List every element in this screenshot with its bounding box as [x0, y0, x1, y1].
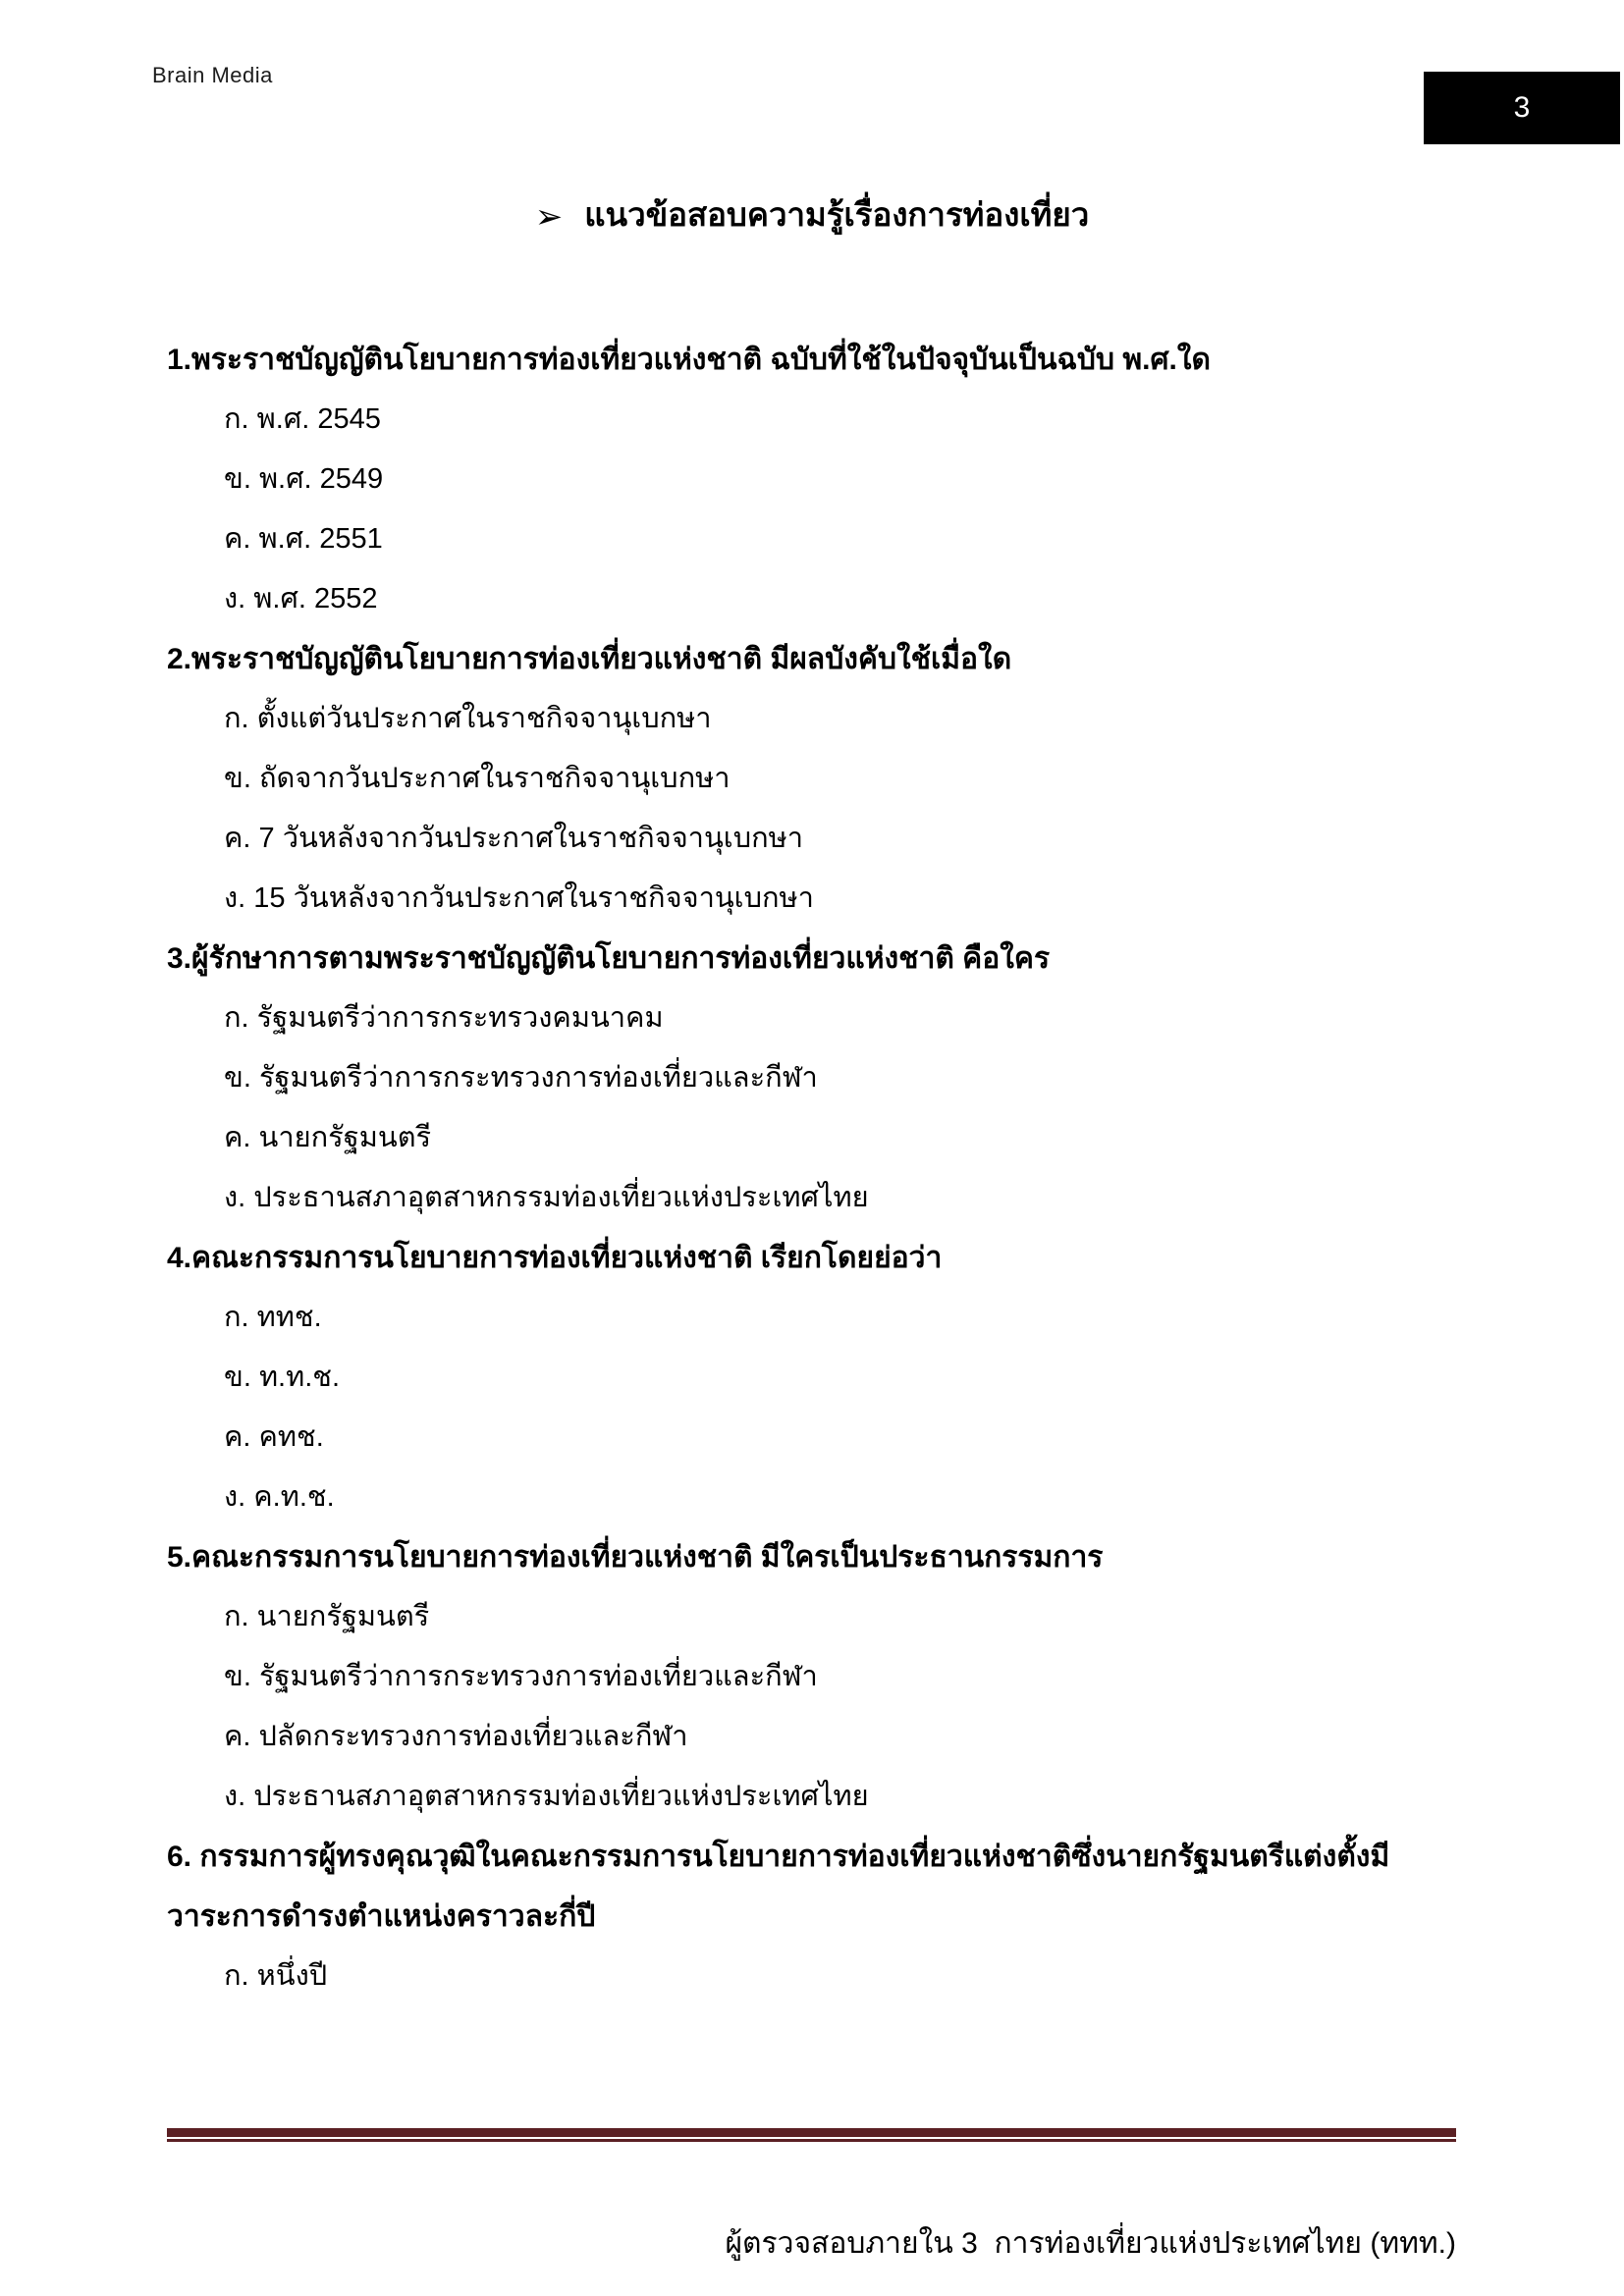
question-2-text: 2.พระราชบัญญัตินโยบายการท่องเที่ยวแห่งชาติ มีผลบังคับใช้เมื่อใด	[167, 643, 1012, 675]
footer-text: ผู้ตรวจสอบภายใน 3 การท่องเที่ยวแห่งประเทศไทย (ททท.)	[725, 2227, 1456, 2260]
question-1-option-d: ง. พ.ศ. 2552	[224, 583, 378, 614]
question-3-text: 3.ผู้รักษาการตามพระราชบัญญัตินโยบายการท่องเที่ยวแห่งชาติ คือใคร	[167, 942, 1051, 975]
footer-divider-thick	[167, 2128, 1456, 2137]
questions-list	[167, 330, 1555, 2006]
question-5	[167, 1527, 1555, 1827]
question-3-option-b: ข. รัฐมนตรีว่าการกระทรวงการท่องเที่ยวและกีฬา	[224, 1062, 818, 1094]
question-2-option-d: ง. 15 วันหลังจากวันประกาศในราชกิจจานุเบกษา	[224, 882, 814, 914]
question-4-option-a: ก. ททช.	[224, 1302, 322, 1333]
question-5-option-a: ก. นายกรัฐมนตรี	[224, 1601, 430, 1632]
question-5-option-c: ค. ปลัดกระทรวงการท่องเที่ยวและกีฬา	[224, 1721, 688, 1752]
question-2	[167, 629, 1555, 929]
question-6-option-a: ก. หนึ่งปี	[224, 1960, 328, 1992]
question-4-option-d: ง. ค.ท.ช.	[224, 1481, 335, 1513]
brand-text: Brain Media	[152, 63, 273, 87]
question-1-text: 1.พระราชบัญญัตินโยบายการท่องเที่ยวแห่งชาติ ฉบับที่ใช้ในปัจจุบันเป็นฉบับ พ.ศ.ใด	[167, 344, 1211, 376]
question-5-option-d: ง. ประธานสภาอุตสาหกรรมท่องเที่ยวแห่งประเทศไทย	[224, 1781, 869, 1812]
question-6-text-line1: 6. กรรมการผู้ทรงคุณวุฒิในคณะกรรมการนโยบายการท่องเที่ยวแห่งชาติซึ่งนายกรัฐมนตรีแต่งตั้งมี	[167, 1841, 1390, 1873]
question-1-option-a: ก. พ.ศ. 2545	[224, 403, 381, 435]
question-3-option-a: ก. รัฐมนตรีว่าการกระทรวงคมนาคม	[224, 1002, 664, 1034]
question-3-option-d: ง. ประธานสภาอุตสาหกรรมท่องเที่ยวแห่งประเทศไทย	[224, 1182, 869, 1213]
question-1	[167, 330, 1555, 629]
question-4-text: 4.คณะกรรมการนโยบายการท่องเที่ยวแห่งชาติ เรียกโดยย่อว่า	[167, 1242, 943, 1274]
footer-divider-thin	[167, 2139, 1456, 2142]
question-2-option-b: ข. ถัดจากวันประกาศในราชกิจจานุเบกษา	[224, 763, 731, 794]
question-6-text-line2: วาระการดำรงตำแหน่งคราวละกี่ปี	[167, 1900, 596, 1933]
page-number-box	[1424, 72, 1620, 144]
question-1-option-b: ข. พ.ศ. 2549	[224, 463, 384, 495]
question-2-option-c: ค. 7 วันหลังจากวันประกาศในราชกิจจานุเบกษา	[224, 823, 804, 854]
arrow-bullet-icon: ➢	[534, 198, 564, 236]
question-1-option-c: ค. พ.ศ. 2551	[224, 523, 383, 555]
question-4	[167, 1228, 1555, 1527]
document-title-row	[0, 188, 1624, 240]
page-number: 3	[1513, 91, 1531, 124]
question-4-option-c: ค. คทช.	[224, 1421, 324, 1453]
question-2-option-a: ก. ตั้งแต่วันประกาศในราชกิจจานุเบกษา	[224, 703, 712, 734]
document-title: แนวข้อสอบความรู้เรื่องการท่องเที่ยว	[584, 196, 1090, 233]
question-6	[167, 1827, 1555, 2006]
question-3	[167, 929, 1555, 1228]
question-4-option-b: ข. ท.ท.ช.	[224, 1362, 341, 1393]
question-5-option-b: ข. รัฐมนตรีว่าการกระทรวงการท่องเที่ยวและกีฬา	[224, 1661, 818, 1692]
question-3-option-c: ค. นายกรัฐมนตรี	[224, 1122, 432, 1153]
question-5-text: 5.คณะกรรมการนโยบายการท่องเที่ยวแห่งชาติ มีใครเป็นประธานกรรมการ	[167, 1541, 1104, 1574]
